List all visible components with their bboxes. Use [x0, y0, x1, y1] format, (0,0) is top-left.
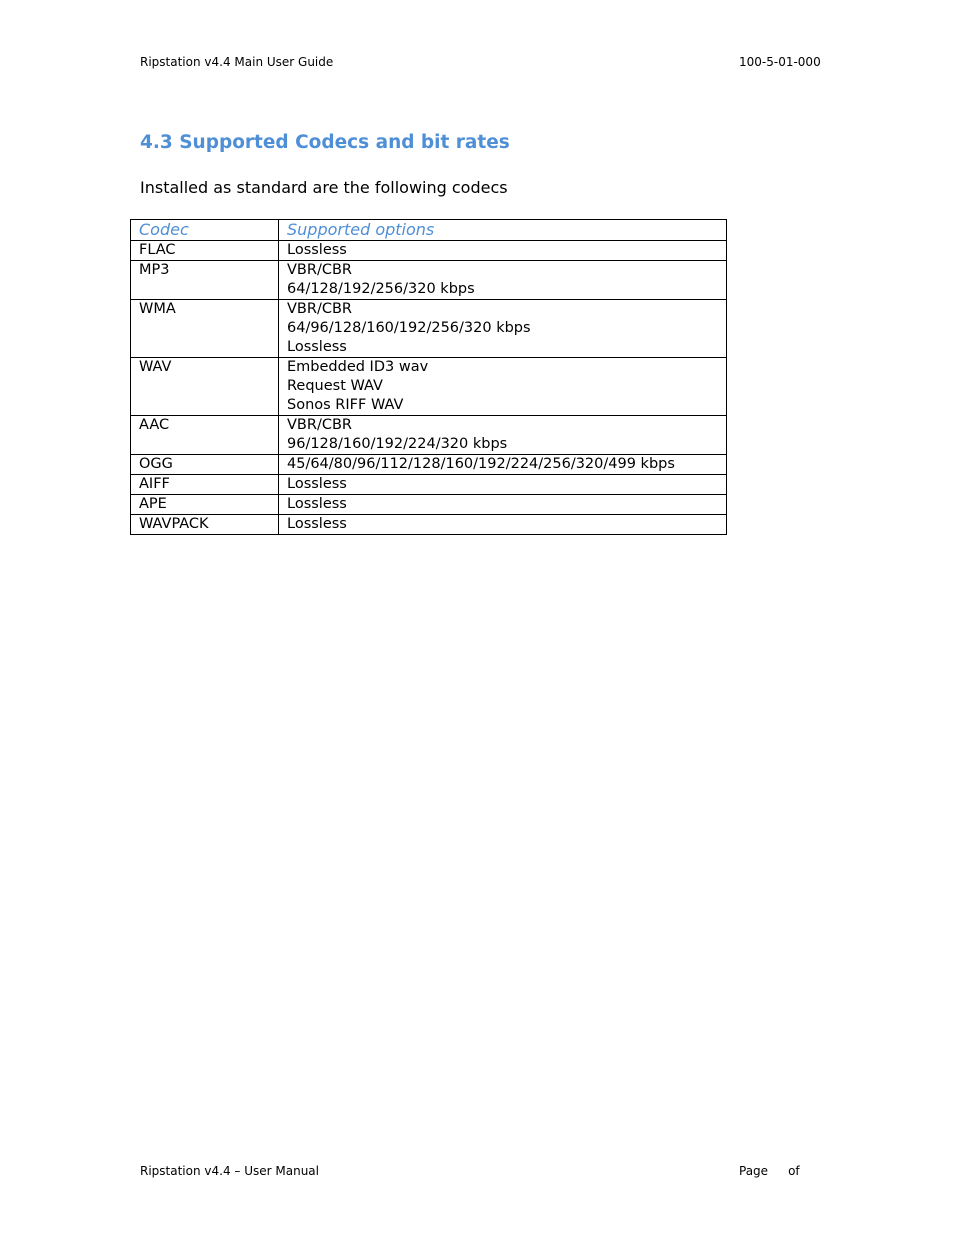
footer-manual-title: Ripstation v4.4 – User Manual — [140, 1164, 319, 1178]
table-row — [131, 475, 727, 495]
codec-name-cell: APE — [131, 495, 279, 515]
supported-options-cell — [279, 261, 727, 300]
column-header-options: Supported options — [279, 220, 727, 241]
table-row — [131, 416, 727, 455]
option-line: 64/96/128/160/192/256/320 kbps — [287, 320, 531, 336]
table-header-row — [131, 220, 727, 241]
supported-options-cell — [279, 300, 727, 358]
supported-options-cell — [279, 475, 727, 495]
option-line: 64/128/192/256/320 kbps — [287, 281, 475, 297]
codec-name-cell: WAV — [131, 358, 279, 416]
option-line: VBR/CBR — [287, 301, 352, 317]
section-title: 4.3 Supported Codecs and bit rates — [140, 132, 510, 153]
option-line: Request WAV — [287, 378, 383, 394]
footer-of-label: of — [788, 1164, 800, 1178]
option-line: Lossless — [287, 242, 347, 258]
option-line: VBR/CBR — [287, 417, 352, 433]
table-row — [131, 261, 727, 300]
codec-name-cell: AIFF — [131, 475, 279, 495]
option-line: 96/128/160/192/224/320 kbps — [287, 436, 508, 452]
option-line: Embedded ID3 wav — [287, 359, 429, 375]
supported-options-cell — [279, 455, 727, 475]
option-line: Lossless — [287, 516, 347, 532]
footer-page-label: Page — [739, 1164, 769, 1178]
supported-options-cell — [279, 241, 727, 261]
table-row — [131, 515, 727, 535]
option-line: Lossless — [287, 496, 347, 512]
codec-name-cell: OGG — [131, 455, 279, 475]
supported-options-cell — [279, 416, 727, 455]
option-line: VBR/CBR — [287, 262, 352, 278]
column-header-codec: Codec — [131, 220, 279, 241]
option-line: Lossless — [287, 476, 347, 492]
option-line: 45/64/80/96/112/128/160/192/224/256/320/499 kbps — [287, 456, 675, 472]
codec-name-cell: FLAC — [131, 241, 279, 261]
option-line: Lossless — [287, 339, 347, 355]
header-document-title: Ripstation v4.4 Main User Guide — [140, 55, 334, 69]
codec-table-body — [131, 241, 727, 535]
section-intro: Installed as standard are the following codecs — [140, 178, 508, 197]
table-row — [131, 358, 727, 416]
option-line: Sonos RIFF WAV — [287, 397, 404, 413]
table-row — [131, 455, 727, 475]
codec-name-cell: WMA — [131, 300, 279, 358]
footer-page-info — [739, 1164, 800, 1178]
supported-options-cell — [279, 358, 727, 416]
table-row — [131, 300, 727, 358]
codec-name-cell: AAC — [131, 416, 279, 455]
codec-table — [130, 219, 727, 535]
supported-options-cell — [279, 495, 727, 515]
header-document-number: 100-5-01-000 — [739, 55, 821, 69]
table-row — [131, 241, 727, 261]
codec-name-cell: WAVPACK — [131, 515, 279, 535]
table-row — [131, 495, 727, 515]
supported-options-cell — [279, 515, 727, 535]
codec-name-cell: MP3 — [131, 261, 279, 300]
